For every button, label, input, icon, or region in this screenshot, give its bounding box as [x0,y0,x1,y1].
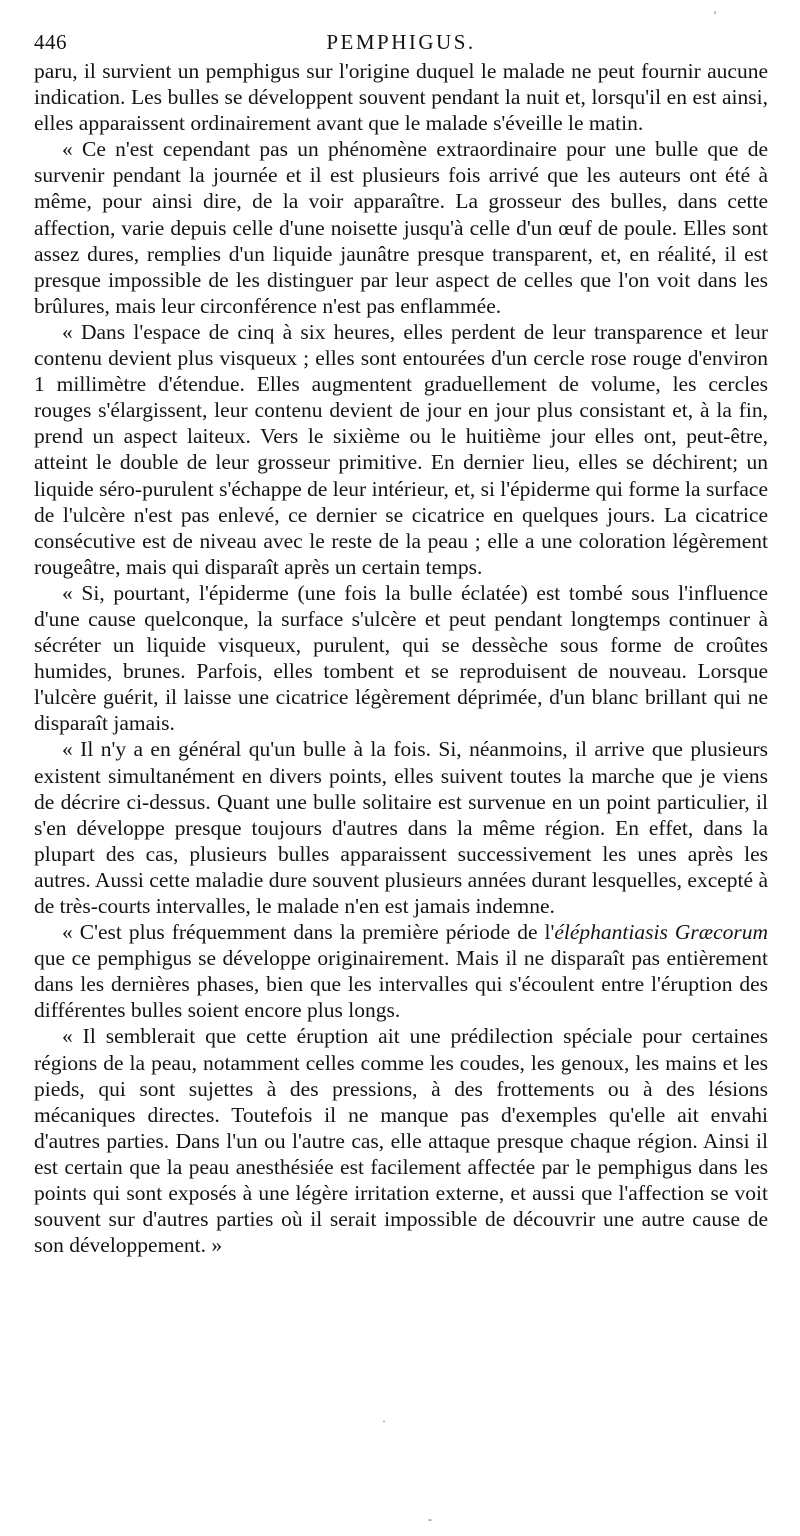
paragraph-6-text-before: « C'est plus fréquemment dans la première période de l' [62,920,555,945]
page-number: 446 [34,30,67,54]
paragraph-2: « Ce n'est cependant pas un phénomène extraordinaire pour une bulle que de survenir pendant la journée et il est plusieurs fois arrivé que les auteurs ont été à même, pour ainsi dire, de la voir apparaître. La grosseur des bulles, dans cette affection, varie depuis celle d'une noisette jusqu'à celle d'un œuf de poule. Elles sont assez dures, remplies d'un liquide jaunâtre presque transparent, et, en réalité, il est presque impossible de les distinguer par leur aspect de celles que l'on voit dans les brûlures, mais leur circonférence n'est pas enflammée. [34,137,768,318]
paragraph-3: « Dans l'espace de cinq à six heures, elles perdent de leur transparence et leur contenu devient plus visqueux ; elles sont entourées d'un cercle rose rouge d'environ 1 millimètre d'étendue. Elles augmentent graduellement de volume, les cercles rouges s'élargissent, leur contenu devient de jour en jour plus consistant et, à la fin, prend un aspect laiteux. Vers le sixième ou le huitième jour elles ont, peut-être, atteint le double de leur grosseur primitive. En dernier lieu, elles se déchirent; un liquide séro-purulent s'échappe de leur intérieur, et, si l'épiderme qui forme la surface de l'ulcère n'est pas enlevé, ce dernier se cicatrice en quelques jours. La cicatrice consécutive est de niveau avec le reste de la peau ; elle a une coloration légèrement rougeâtre, mais qui disparaît après un certain temps. [34,319,769,579]
body-text [34,58,768,1258]
running-head [34,30,768,60]
paragraph-1: paru, il survient un pemphigus sur l'origine duquel le malade ne peut fournir aucune indication. Les bulles se développent souvent pendant la nuit et, lorsqu'il en est ainsi, elles apparaissent ordinairement avant que le malade s'éveille le matin. [34,59,768,136]
paragraph-5: « Il n'y a en général qu'un bulle à la fois. Si, néanmoins, il arrive que plusieurs existent simultanément en divers points, elles suivent toutes la marche que je viens de décrire ci-dessus. Quant une bulle solitaire est survenue en un point particulier, il s'en développe presque toujours d'autres dans la même région. En effet, dans la plupart des cas, plusieurs bulles apparaissent successivement les unes après les autres. Aussi cette maladie dure souvent plusieurs années durant lesquelles, excepté à de très-courts intervalles, le malade n'en est jamais indemne. [34,737,768,918]
paragraph-4: « Si, pourtant, l'épiderme (une fois la bulle éclatée) est tombé sous l'influence d'une cause quelconque, la surface s'ulcère et peut pendant longtemps continuer à sécréter un liquide visqueux, purulent, qui se dessèche sous forme de croûtes humides, brunes. Parfois, elles tombent et se reproduisent de nouveau. Lorsque l'ulcère guérit, il laisse une cicatrice légèrement déprimée, d'un blanc brillant qui ne disparaît jamais. [34,580,768,736]
paragraph-7: « Il semblerait que cette éruption ait une prédilection spéciale pour certaines régions de la peau, notamment celles comme les coudes, les genoux, les mains et les pieds, qui sont sujettes à des pressions, à des frottements ou à des lésions mécaniques directes. Toutefois il ne manque pas d'exemples qu'elle ait envahi d'autres parties. Dans l'un ou l'autre cas, elle attaque presque chaque région. Ainsi il est certain que la peau anesthésiée est facilement affectée par le pemphigus dans les points qui sont exposés à une légère irritation externe, et aussi que l'affection se voit souvent sur d'autres parties où il serait impossible de découvrir une autre cause de son développement. » [34,1024,768,1258]
running-title: PEMPHIGUS. [326,30,476,54]
paragraph-6 [34,919,768,1023]
italic-term-elephantiasis: éléphantiasis Græcorum [554,920,769,945]
stray-print-mark-footer: - [428,1512,432,1526]
stray-print-mark-bottom: · [382,1414,386,1428]
stray-print-mark-top: ' [714,8,717,22]
paragraph-6-text-after: que ce pemphigus se développe originairement. Mais il ne disparaît pas entièrement dans les dernières phases, bien que les intervalles qui s'écoulent entre l'éruption des différentes bulles soient encore plus longs. [34,946,768,1023]
